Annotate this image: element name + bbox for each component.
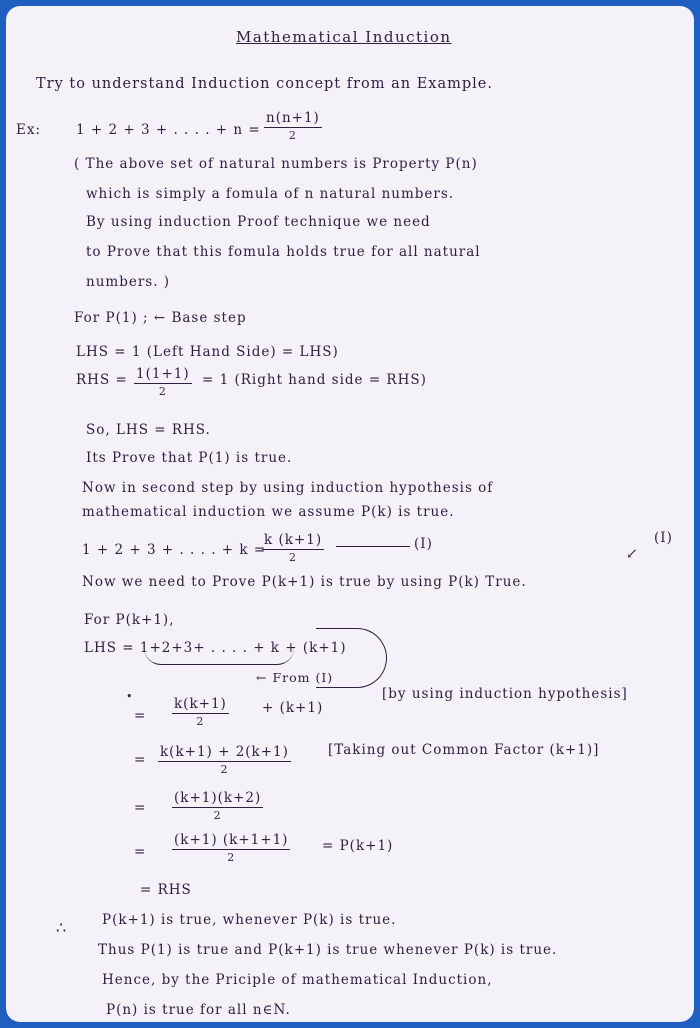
reference-tag: (I) xyxy=(654,530,673,546)
paragraph-line-1: ( The above set of natural numbers is Property P(n) xyxy=(74,156,478,172)
notebook-page-frame xyxy=(6,6,694,1022)
step3-numerator: (k+1)(k+2) xyxy=(174,790,262,806)
handwritten-page xyxy=(6,6,694,1022)
example-fraction xyxy=(264,110,322,142)
step2-fraction xyxy=(158,744,291,776)
conclusion-line-3: Hence, by the Priciple of mathematical Induction, xyxy=(102,972,493,988)
step4-numerator: (k+1) (k+1+1) xyxy=(174,832,289,848)
example-lhs: 1 + 2 + 3 + . . . . + n = xyxy=(76,122,261,138)
step1-note: [by using induction hypothesis] xyxy=(382,686,628,702)
step4-eq: = xyxy=(134,844,147,860)
lhs-base: LHS = 1 (Left Hand Side) = LHS) xyxy=(76,344,339,360)
step4-fraction xyxy=(172,832,290,864)
hypothesis-denominator: 2 xyxy=(289,551,298,564)
bullet-mark: • xyxy=(126,690,134,703)
step4-result: = P(k+1) xyxy=(322,838,394,854)
hypothesis-connector-line xyxy=(336,546,410,547)
rhs-denominator: 2 xyxy=(158,385,167,398)
hypothesis-line-2: mathematical induction we assume P(k) is true. xyxy=(82,504,455,520)
paragraph-line-3: By using induction Proof technique we need xyxy=(86,214,431,230)
step3-denominator: 2 xyxy=(213,809,222,822)
reference-arrow-icon: ↙ xyxy=(626,546,639,562)
hypothesis-numerator: k (k+1) xyxy=(264,532,323,548)
hypothesis-lhs: 1 + 2 + 3 + . . . . + k = xyxy=(82,542,267,558)
hypothesis-tag: (I) xyxy=(414,536,433,552)
intro-text: Try to understand Induction concept from an Example. xyxy=(36,76,493,92)
step1-eq: = xyxy=(134,708,147,724)
paragraph-line-5: numbers. ) xyxy=(86,274,171,290)
example-denominator: 2 xyxy=(288,129,297,142)
conclusion-line-4: P(n) is true for all n∈N. xyxy=(106,1002,291,1018)
prove-p1-line: Its Prove that P(1) is true. xyxy=(86,450,293,466)
rhs-numerator: 1(1+1) xyxy=(136,366,190,382)
page-title: Mathematical Induction xyxy=(236,28,452,46)
hypothesis-line-1: Now in second step by using induction hypothesis of xyxy=(82,480,494,496)
example-numerator: n(n+1) xyxy=(266,110,320,126)
rhs-fraction xyxy=(134,366,192,398)
therefore-symbol: ∴ xyxy=(56,918,68,937)
step2-numerator: k(k+1) + 2(k+1) xyxy=(160,744,289,760)
so-equal-line: So, LHS = RHS. xyxy=(86,422,211,438)
lhs-pk1-line: LHS = 1+2+3+ . . . . + k + (k+1) xyxy=(84,640,347,656)
from-i-note: ← From (I) xyxy=(256,670,334,685)
hypothesis-fraction xyxy=(262,532,324,564)
step1-denominator: 2 xyxy=(196,715,205,728)
step4-denominator: 2 xyxy=(227,851,236,864)
step2-denominator: 2 xyxy=(220,763,229,776)
step2-note: [Taking out Common Factor (k+1)] xyxy=(328,742,600,758)
paragraph-line-2: which is simply a fomula of n natural numbers. xyxy=(86,186,455,202)
step1-plus: + (k+1) xyxy=(262,700,324,716)
paragraph-line-4: to Prove that this fomula holds true for all natural xyxy=(86,244,481,260)
underbrace xyxy=(144,648,294,665)
for-pk1-line: For P(k+1), xyxy=(84,612,175,628)
conclusion-line-1: P(k+1) is true, whenever P(k) is true. xyxy=(102,912,397,928)
example-label: Ex: xyxy=(16,122,42,138)
rhs-value: = 1 (Right hand side = RHS) xyxy=(202,372,427,388)
conclusion-line-2: Thus P(1) is true and P(k+1) is true whenever P(k) is true. xyxy=(98,942,558,958)
step2-eq: = xyxy=(134,752,147,768)
step1-fraction xyxy=(172,696,229,728)
base-step-line: For P(1) ; ← Base step xyxy=(74,310,247,326)
step5-rhs: = RHS xyxy=(140,882,192,898)
rhs-label: RHS = xyxy=(76,372,128,388)
step3-eq: = xyxy=(134,800,147,816)
step1-numerator: k(k+1) xyxy=(174,696,227,712)
need-to-prove-line: Now we need to Prove P(k+1) is true by using P(k) True. xyxy=(82,574,527,590)
step3-fraction xyxy=(172,790,263,822)
